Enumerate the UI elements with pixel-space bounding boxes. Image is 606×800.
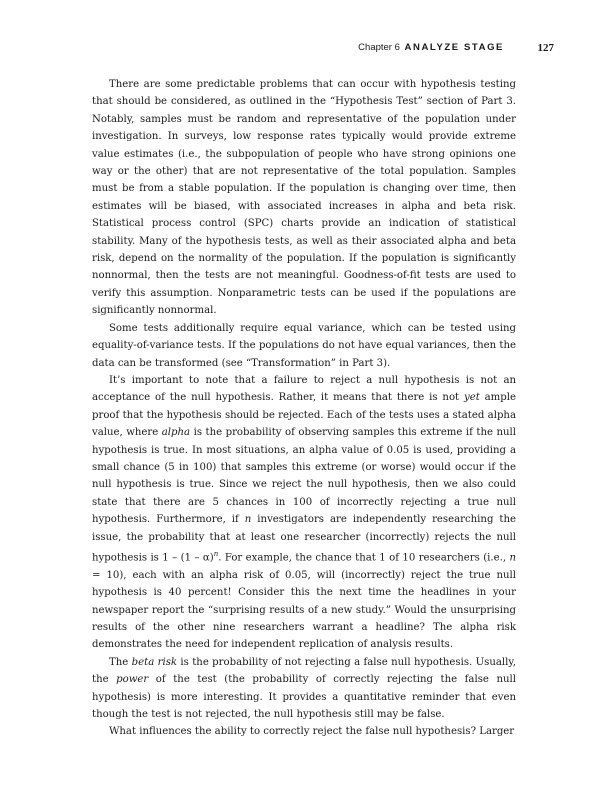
- text-run: What influences the ability to correctly reject the false null hypothesis? Larger: [109, 726, 515, 738]
- superscript-italic: n: [213, 549, 219, 558]
- chapter-number: Chapter 6: [358, 42, 400, 53]
- body-text: [92, 76, 516, 741]
- paragraph: [92, 723, 516, 740]
- emphasis: yet: [463, 392, 480, 404]
- emphasis: beta risk: [131, 656, 178, 668]
- text-run: The: [109, 656, 132, 668]
- paragraph: [92, 372, 516, 654]
- text-run: Some tests additionally require equal variance, which can be tested using equality-of-variance tests. If the populations do not have equal variances, then the data can be transformed (see “Transformation” in Part 3).: [92, 322, 516, 369]
- running-header: [40, 42, 566, 58]
- text-run: It’s important to note that a failure to reject a null hypothesis is not an acceptance of the null hypothesis. Rather, it means that there is not: [92, 374, 516, 404]
- text-run: is the probability of not rejecting a false null hypothesis. Usually, the: [92, 656, 516, 686]
- emphasis: alpha: [161, 427, 191, 439]
- paragraph: [92, 76, 516, 320]
- chapter-label: [358, 42, 504, 53]
- text-run: of the test (the probability of correctly rejecting the false null hypothesis) is more interesting. It provides a quantitative reminder that even though the test is not rejected, the null hypothesis still may be false.: [92, 674, 516, 720]
- page-number: 127: [537, 42, 554, 54]
- paragraph: [92, 320, 516, 372]
- paragraph: [92, 654, 516, 724]
- text-run: = 10), each with an alpha risk of 0.05, will (incorrectly) reject the true null hypothesis is 40 percent! Consider this the next time the headlines in your newspaper report the “surprising results of a new study.” Would the unsurprising results of the other nine researchers warrant a headline? The alpha risk demonstrates the need for independent replication of analysis results.: [92, 569, 516, 651]
- text-run: ample proof that the hypothesis should be rejected. Each of the tests uses a stated alpha value, where: [92, 392, 516, 439]
- emphasis: n: [244, 514, 252, 526]
- text-run: investigators are independently researching the issue, the probability that at least one researcher (incorrectly) rejects the null hypothesis is 1 – (1 – α): [92, 514, 517, 564]
- chapter-stage: ANALYZE STAGE: [404, 42, 504, 53]
- text-run: . For example, the chance that 1 of 10 researchers (i.e.,: [218, 552, 510, 564]
- emphasis: power: [116, 674, 149, 686]
- emphasis: n: [509, 552, 516, 564]
- text-run: There are some predictable problems that can occur with hypothesis testing that should be considered, as outlined in the “Hypothesis Test” section of Part 3. Notably, samples must be random and representative of the population under investigation. In surveys, low response rates typically would provide extreme value estimates (i.e., the subpopulation of people who have strong opinions one way or the other) that are not representative of the total population. Samples must be from a stable population. If the population is changing over time, then estimates will be biased, with associated increases in alpha and beta risk. Statistical process control (SPC) charts provide an indication of statistical stability. Many of the hypothesis tests, as well as their associated alpha and beta risk, depend on the normality of the population. If the population is significantly nonnormal, then the tests are not meaningful. Goodness-of-fit tests are used to verify this assumption. Nonparametric tests can be used if the populations are significantly nonnormal.: [92, 79, 516, 317]
- text-run: is the probability of observing samples this extreme if the null hypothesis is true. In most situations, an alpha value of 0.05 is used, providing a small chance (5 in 100) that samples this extreme (or worse) would occur if the null hypothesis is true. Since we reject the null hypothesis, then we also could state that there are 5 chances in 100 of incorrectly rejecting a true null hypothesis. Furthermore, if: [92, 427, 516, 526]
